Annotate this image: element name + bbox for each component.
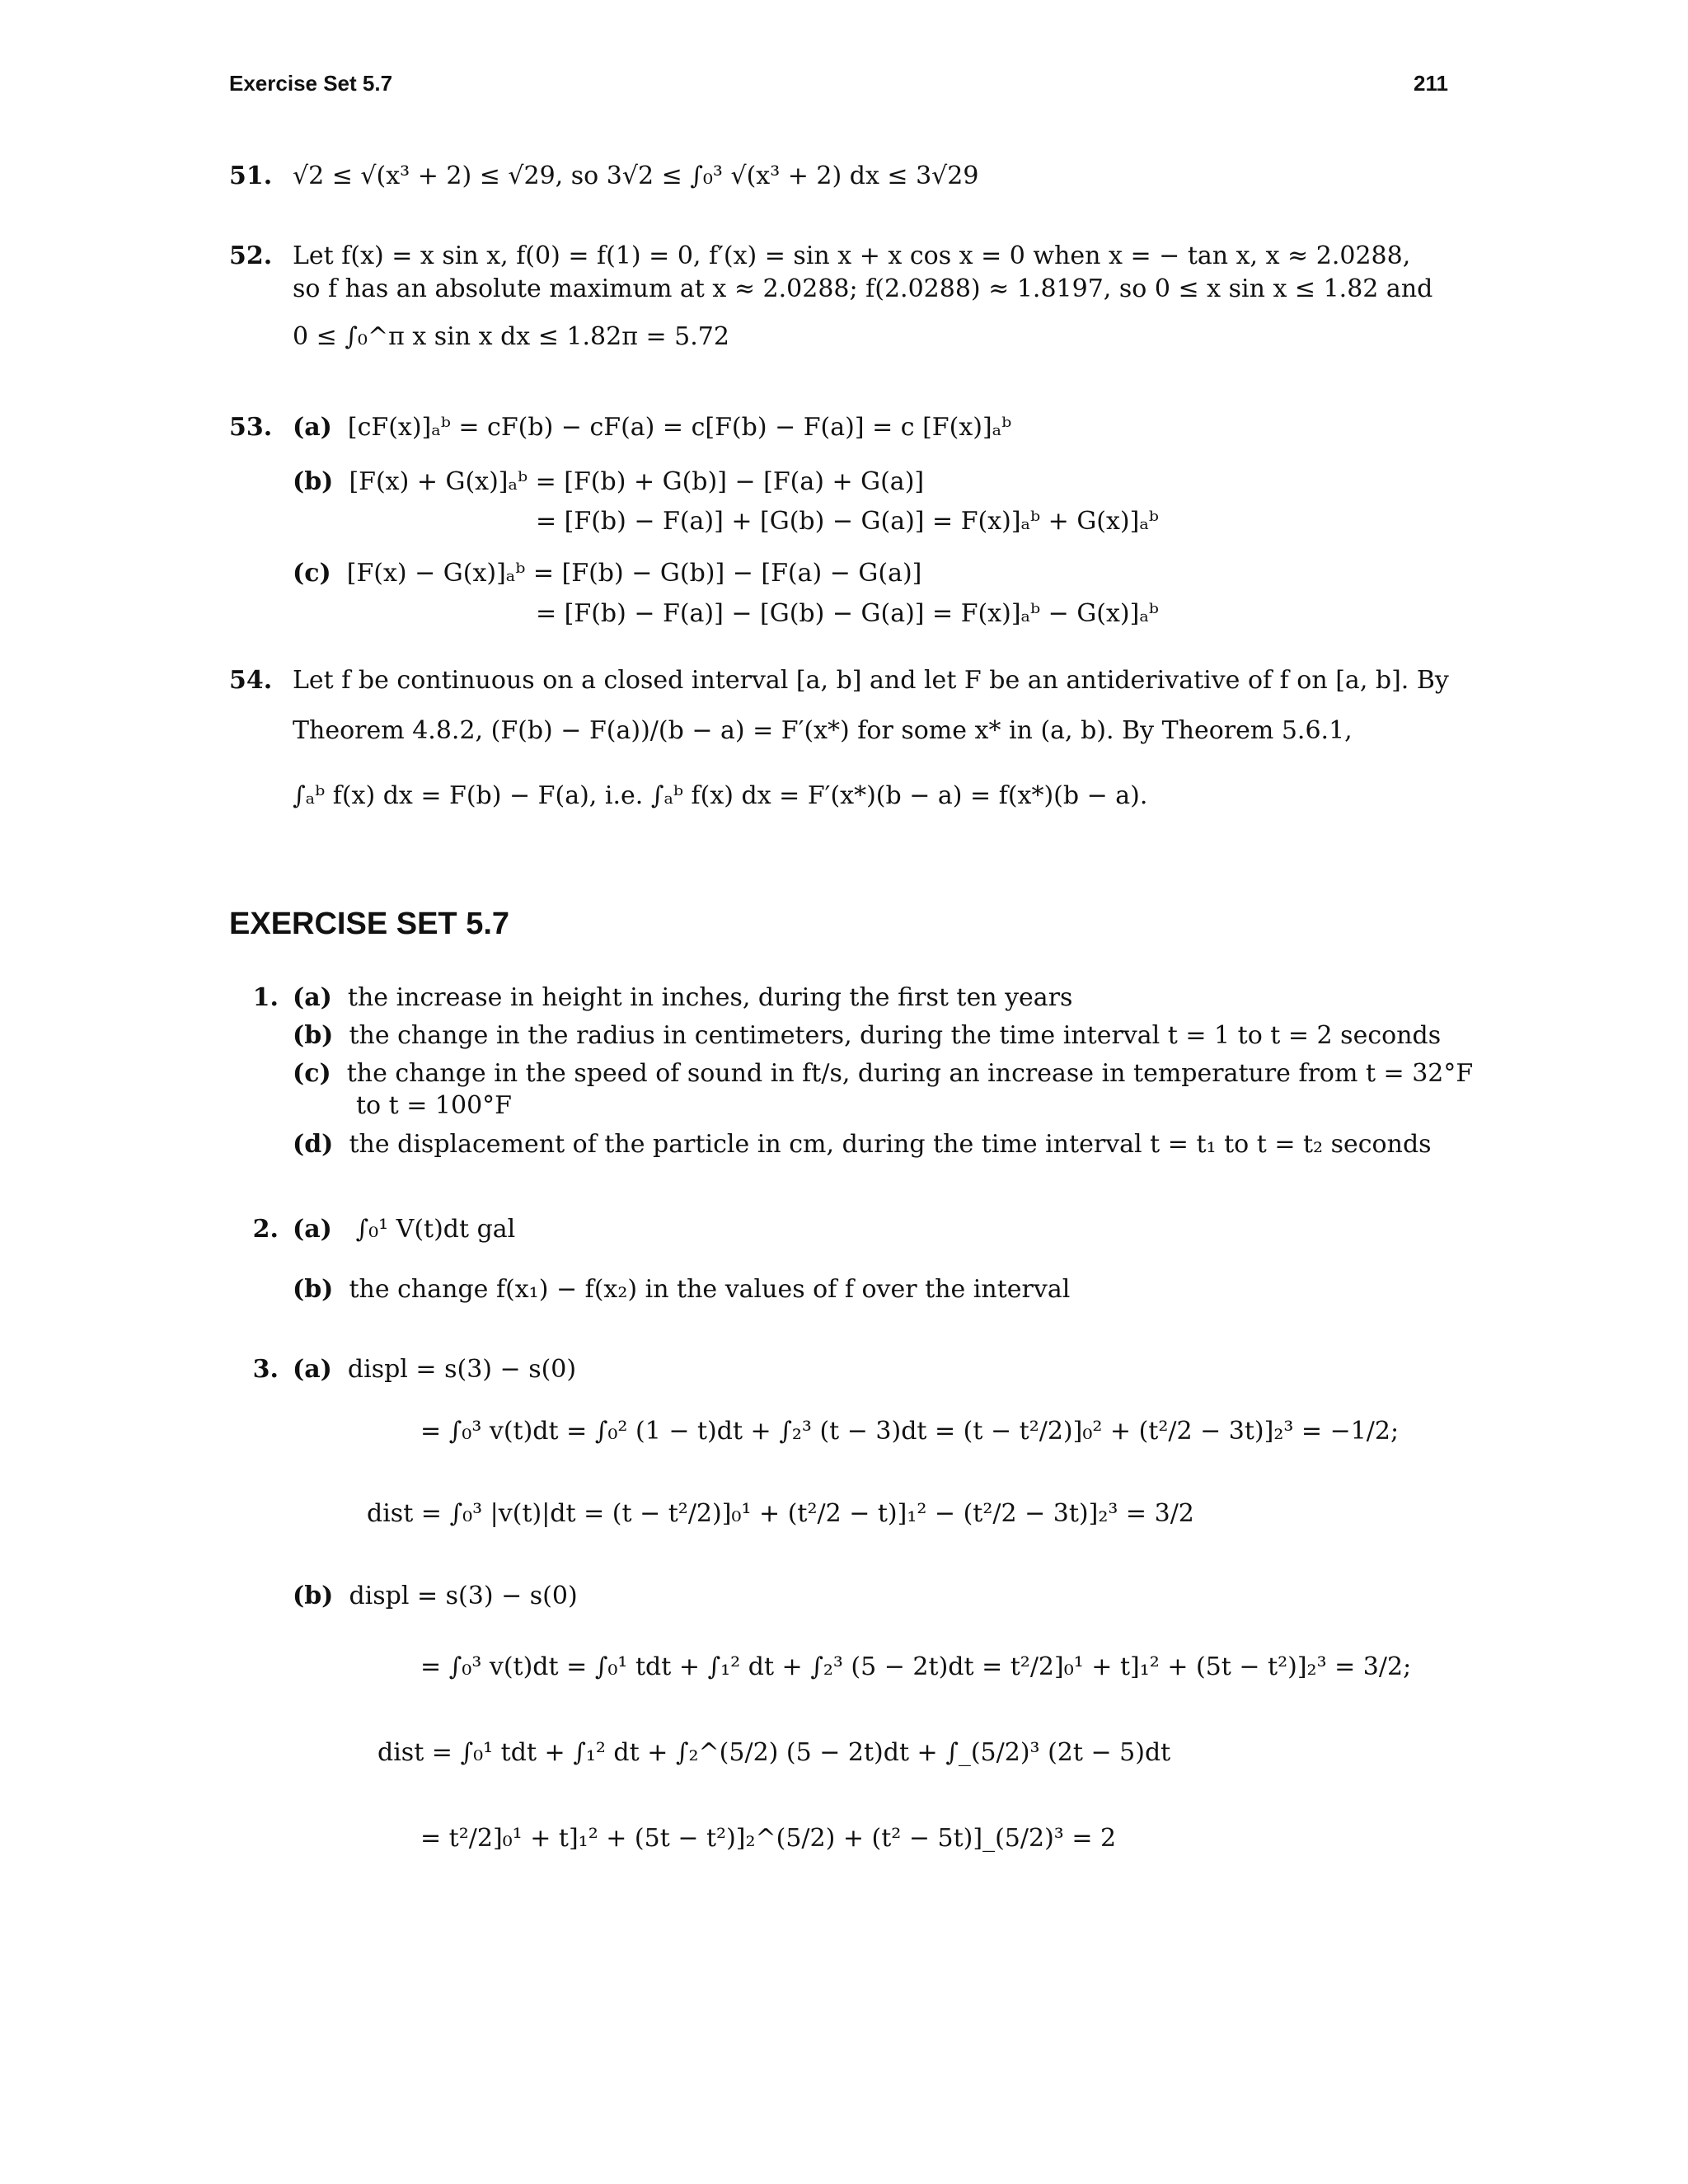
problem-text: √2 ≤ √(x³ + 2) ≤ √29, so 3√2 ≤ ∫₀³ √(x³ + 2) dx ≤ 3√29 [293, 162, 979, 190]
problem-52-line-3: 0 ≤ ∫₀^π x sin x dx ≤ 1.82π = 5.72 [293, 322, 729, 351]
exercise-3-b-line-4: = t²/2]₀¹ + t]₁² + (5t − t²)]₂^(5/2) + (t² − 5t)]_(5/2)³ = 2 [420, 1824, 1117, 1853]
part-text: the change f(x₁) − f(x₂) in the values of f over the interval [349, 1275, 1071, 1304]
exercise-1-d [293, 1129, 1432, 1160]
part-label: (b) [293, 1275, 334, 1304]
part-text: [cF(x)]ₐᵇ = cF(b) − cF(a) = c[F(b) − F(a)] = c [F(x)]ₐᵇ [347, 413, 1012, 442]
problem-text: Let f be continuous on a closed interval [a, b] and let F be an antiderivative of f on [a, b]. By [293, 666, 1449, 695]
part-label: (a) [293, 1215, 332, 1244]
exercise-3-a-line-1 [229, 1354, 1445, 1385]
problem-54-line-1 [229, 665, 1449, 696]
exercise-3-b-line-1 [293, 1581, 578, 1612]
part-label: (b) [293, 467, 334, 496]
problem-53-c-line-1 [293, 558, 921, 589]
part-text: displ = s(3) − s(0) [349, 1582, 578, 1610]
part-text: the displacement of the particle in cm, during the time interval t = t₁ to t = t₂ seconds [349, 1130, 1432, 1159]
problem-53-a [229, 412, 1445, 443]
part-text: the increase in height in inches, during the first ten years [347, 983, 1073, 1012]
problem-54-line-3: ∫ₐᵇ f(x) dx = F(b) − F(a), i.e. ∫ₐᵇ f(x) dx = F′(x*)(b − a) = f(x*)(b − a). [293, 781, 1148, 810]
part-text: displ = s(3) − s(0) [347, 1355, 577, 1384]
exercise-1-b [293, 1020, 1441, 1052]
problem-53-b-line-2: = [F(b) − F(a)] + [G(b) − G(a)] = F(x)]ₐᵇ + G(x)]ₐᵇ [536, 507, 1159, 536]
problem-52-line-2: so f has an absolute maximum at x ≈ 2.0288; f(2.0288) ≈ 1.8197, so 0 ≤ x sin x ≤ 1.82 and [293, 274, 1433, 303]
part-label: (b) [293, 1021, 334, 1050]
part-text: [F(x) − G(x)]ₐᵇ = [F(b) − G(b)] − [F(a) − G(a)] [346, 559, 922, 588]
exercise-3-b-line-2: = ∫₀³ v(t)dt = ∫₀¹ tdt + ∫₁² dt + ∫₂³ (5 − 2t)dt = t²/2]₀¹ + t]₁² + (5t − t²)]₂³ = 3/2; [420, 1652, 1412, 1681]
section-title: EXERCISE SET 5.7 [229, 907, 510, 941]
part-label: (c) [293, 559, 331, 588]
exercise-2-b [293, 1274, 1070, 1305]
problem-53-c-line-2: = [F(b) − F(a)] − [G(b) − G(a)] = F(x)]ₐᵇ − G(x)]ₐᵇ [536, 599, 1159, 628]
problem-number: 54. [229, 666, 273, 695]
part-text: [F(x) + G(x)]ₐᵇ = [F(b) + G(b)] − [F(a) + G(a)] [349, 467, 925, 496]
problem-number: 53. [229, 413, 273, 442]
exercise-number: 1. [252, 983, 279, 1012]
exercise-1-a [229, 982, 1445, 1014]
problem-number: 51. [229, 162, 273, 190]
part-label: (c) [293, 1059, 331, 1088]
exercise-3-a-line-2: = ∫₀³ v(t)dt = ∫₀² (1 − t)dt + ∫₂³ (t − 3)dt = (t − t²/2)]₀² + (t²/2 − 3t)]₂³ = −1/2; [420, 1417, 1400, 1446]
part-text: the change in the radius in centimeters, during the time interval t = 1 to t = 2 seconds [349, 1021, 1442, 1050]
page-number: 211 [1414, 71, 1448, 96]
exercise-number: 3. [252, 1355, 279, 1384]
running-header: Exercise Set 5.7 [229, 71, 393, 96]
exercise-1-c-line-2: to t = 100°F [356, 1091, 512, 1120]
part-label: (a) [293, 1355, 332, 1384]
exercise-2-a [229, 1214, 1445, 1245]
part-label: (b) [293, 1582, 334, 1610]
problem-number: 52. [229, 241, 273, 270]
problem-53-b-line-1 [293, 466, 924, 498]
problem-text: Let f(x) = x sin x, f(0) = f(1) = 0, f′(x) = sin x + x cos x = 0 when x = − tan x, x ≈ 2.0288, [293, 241, 1411, 270]
part-label: (a) [293, 413, 332, 442]
problem-54-line-2: Theorem 4.8.2, (F(b) − F(a))/(b − a) = F′(x*) for some x* in (a, b). By Theorem 5.6.1, [293, 716, 1353, 745]
problem-51 [229, 161, 1445, 192]
problem-52-line-1 [229, 241, 1445, 272]
exercise-3-b-line-3: dist = ∫₀¹ tdt + ∫₁² dt + ∫₂^(5/2) (5 − 2t)dt + ∫_(5/2)³ (2t − 5)dt [377, 1738, 1171, 1767]
part-label: (a) [293, 983, 332, 1012]
part-text: the change in the speed of sound in ft/s, during an increase in temperature from t = 32°F [346, 1059, 1474, 1088]
part-text: ∫₀¹ V(t)dt gal [355, 1215, 516, 1244]
part-label: (d) [293, 1130, 334, 1159]
exercise-3-a-line-3: dist = ∫₀³ |v(t)|dt = (t − t²/2)]₀¹ + (t²/2 − t)]₁² − (t²/2 − 3t)]₂³ = 3/2 [367, 1499, 1194, 1528]
exercise-number: 2. [252, 1215, 279, 1244]
exercise-1-c-line-1 [293, 1058, 1473, 1090]
